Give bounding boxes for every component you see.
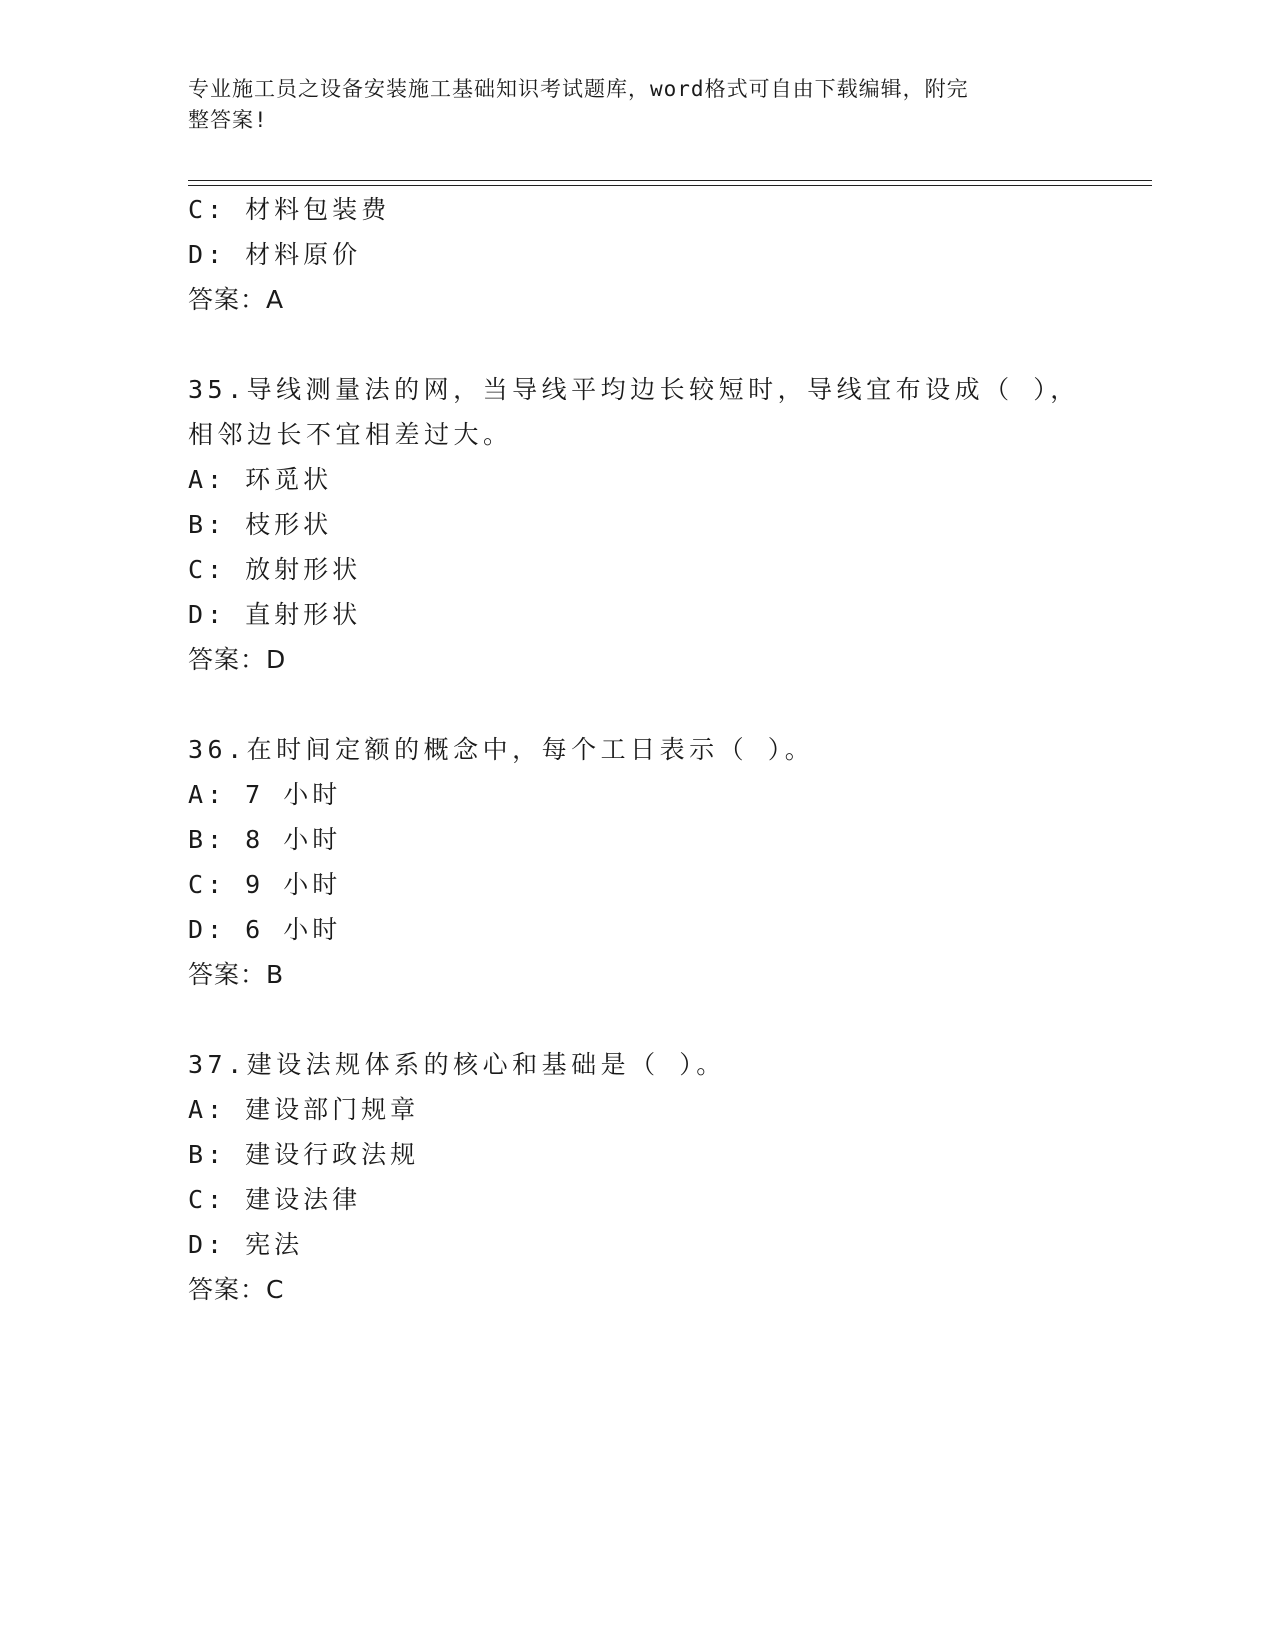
answer-label: 答案：C — [188, 1275, 285, 1304]
question-stem: 35.导线测量法的网，当导线平均边长较短时，导线宜布设成（ ）， — [188, 375, 1080, 404]
option-a: A: 环觅状 — [188, 465, 333, 494]
header-line-1: 专业施工员之设备安装施工基础知识考试题库，word格式可自由下载编辑，附完 — [188, 77, 969, 101]
option-d: D: 宪法 — [188, 1230, 304, 1259]
option-b: B: 8 小时 — [188, 825, 342, 854]
option-b: B: 建设行政法规 — [188, 1140, 420, 1169]
option-d: D: 直射形状 — [188, 600, 362, 629]
document-header — [188, 74, 1068, 136]
question-stem-continued: 相邻边长不宜相差过大。 — [188, 420, 513, 449]
question-stem: 36.在时间定额的概念中，每个工日表示（ ）。 — [188, 735, 815, 764]
answer-label: 答案：A — [188, 285, 285, 314]
option-a: A: 7 小时 — [188, 780, 342, 809]
option-d: D: 材料原价 — [188, 240, 362, 269]
header-line-2: 整答案! — [188, 108, 268, 132]
header-divider-top — [188, 180, 1152, 181]
answer-label: 答案：B — [188, 960, 285, 989]
option-d: D: 6 小时 — [188, 915, 342, 944]
question-stem: 37.建设法规体系的核心和基础是（ ）。 — [188, 1050, 726, 1079]
answer-label: 答案：D — [188, 645, 287, 674]
option-c: C: 材料包装费 — [188, 195, 391, 224]
option-b: B: 枝形状 — [188, 510, 333, 539]
option-c: C: 放射形状 — [188, 555, 362, 584]
option-a: A: 建设部门规章 — [188, 1095, 420, 1124]
header-divider-bottom — [188, 185, 1152, 186]
option-c: C: 建设法律 — [188, 1185, 362, 1214]
option-c: C: 9 小时 — [188, 870, 342, 899]
